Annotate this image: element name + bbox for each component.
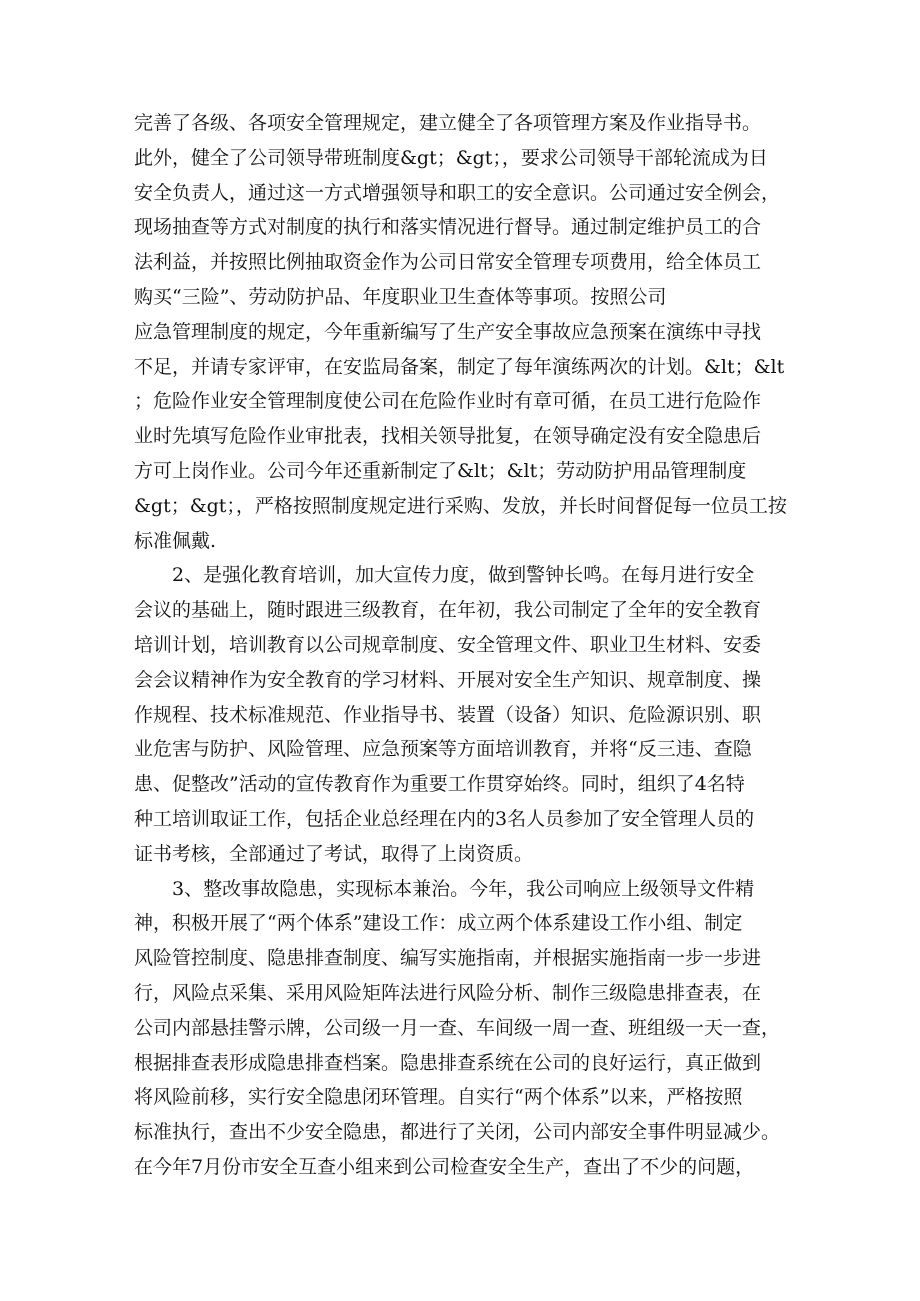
text-line: 培训计划，培训教育以公司规章制度、安全管理文件、职业卫生材料、安委 — [134, 633, 762, 656]
text-line: 业时先填写危险作业审批表，找相关领导批复，在领导确定没有安全隐患后 — [134, 425, 762, 448]
text-line: 神，积极开展了“两个体系”建设工作：成立两个体系建设工作小组、制定 — [134, 912, 743, 935]
text-line: 标准执行，查出不少安全隐患，都进行了关闭，公司内部安全事件明显减少。 — [134, 1121, 781, 1144]
text-line: 安全负责人，通过这一方式增强领导和职工的安全意识。公司通过安全例会， — [134, 181, 781, 204]
text-line: 风险管控制度、隐患排查制度、编写实施指南，并根据实施指南一步一步进 — [134, 947, 762, 970]
text-line: 标准佩戴. — [134, 529, 217, 552]
paragraph-start-line: 2、是强化教育培训，加大宣传力度，做到警钟长鸣。在每月进行安全 — [172, 564, 755, 587]
text-line: 根据排查表形成隐患排查档案。隐患排查系统在公司的良好运行，真正做到 — [134, 1051, 762, 1074]
text-line: 在今年7月份市安全互查小组来到公司检查安全生产，查出了不少的问题， — [134, 1155, 755, 1178]
text-line: 行，风险点采集、采用风险矩阵法进行风险分析、制作三级隐患排查表，在 — [134, 981, 762, 1004]
text-line: 完善了各级、各项安全管理规定，建立健全了各项管理方案及作业指导书。 — [134, 112, 762, 134]
text-line: 种工培训取证工作，包括企业总经理在内的3名人员参加了安全管理人员的 — [134, 807, 755, 830]
text-line: 法利益，并按照比例抽取资金作为公司日常安全管理专项费用，给全体员工 — [134, 251, 762, 274]
text-line: 方可上岗作业。公司今年还重新制定了&lt；&lt；劳动防护用品管理制度 — [134, 459, 747, 482]
text-line: 证书考核，全部通过了考试，取得了上岗资质。 — [134, 842, 534, 865]
text-line: 会会议精神作为安全教育的学习材料、开展对安全生产知识、规章制度、操 — [134, 668, 762, 691]
text-line: &gt；&gt；，严格按照制度规定进行采购、发放，并长时间督促每一位员工按 — [134, 494, 787, 517]
text-line: 将风险前移，实行安全隐患闭环管理。自实行“两个体系”以来，严格按照 — [134, 1086, 743, 1109]
text-line: 患、促整改”活动的宣传教育作为重要工作贯穿始终。同时，组织了4名特 — [134, 773, 745, 796]
text-line: 作规程、技术标准规范、作业指导书、装置（设备）知识、危险源识别、职 — [134, 703, 762, 726]
text-line: 不足，并请专家评审，在安监局备案，制定了每年演练两次的计划。&lt；&lt — [134, 355, 785, 378]
text-line: 此外，健全了公司领导带班制度&gt；&gt；，要求公司领导干部轮流成为日 — [134, 146, 768, 169]
text-line: 公司内部悬挂警示牌，公司级一月一查、车间级一周一查、班组级一天一查， — [134, 1016, 781, 1039]
text-line: 购买“三险”、劳动防护品、年度职业卫生查体等事项。按照公司 — [134, 285, 667, 308]
text-line: 会议的基础上，随时跟进三级教育，在年初，我公司制定了全年的安全教育 — [134, 599, 762, 622]
text-line: 应急管理制度的规定，今年重新编写了生产安全事故应急预案在演练中寻找 — [134, 320, 762, 343]
text-line: 现场抽查等方式对制度的执行和落实情况进行督导。通过制定维护员工的合 — [134, 216, 762, 239]
document-body — [134, 106, 794, 1185]
text-line: 业危害与防护、风险管理、应急预案等方面培训教育，并将“反三违、查隐 — [134, 738, 752, 761]
paragraph-start-line: 3、整改事故隐患，实现标本兼治。今年，我公司响应上级领导文件精 — [172, 877, 755, 900]
text-line: ；危险作业安全管理制度使公司在危险作业时有章可循，在员工进行危险作 — [134, 390, 762, 413]
